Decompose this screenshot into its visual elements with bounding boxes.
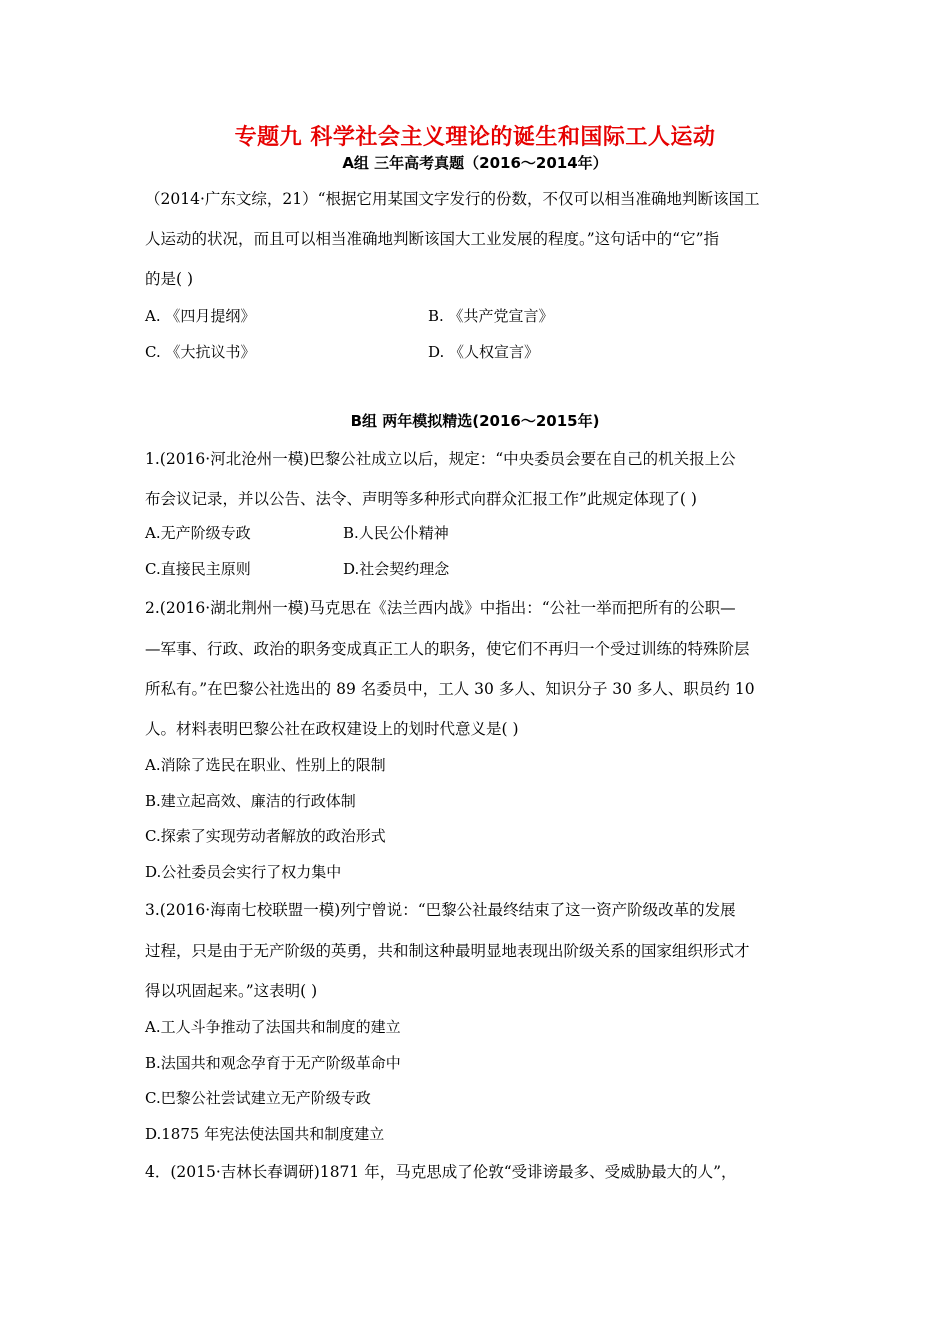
- option-c: C.巴黎公社尝试建立无产阶级专政: [145, 1089, 371, 1107]
- question-line: 得以巩固起来。”这表明( ): [145, 982, 318, 1000]
- question-line: 2.(2016·湖北荆州一模)马克思在《法兰西内战》中指出：“公社一举而把所有的公职—: [145, 599, 736, 617]
- option-c: C.直接民主原则: [145, 560, 251, 578]
- option-c: C.探索了实现劳动者解放的政治形式: [145, 827, 386, 845]
- option-b: B.人民公仆精神: [343, 524, 449, 542]
- section-a-heading: A组 三年高考真题（2016～2014年）: [342, 154, 608, 172]
- question-line: 人。材料表明巴黎公社在政权建设上的划时代意义是( ): [145, 720, 519, 738]
- question-line: 布会议记录，并以公告、法令、声明等多种形式向群众汇报工作”此规定体现了( ): [145, 490, 697, 508]
- option-b: B.建立起高效、廉洁的行政体制: [145, 792, 356, 810]
- question-line: 的是( ): [145, 270, 194, 288]
- document-title: 专题九 科学社会主义理论的诞生和国际工人运动: [234, 125, 716, 150]
- option-a: A. 《四月提纲》: [145, 307, 256, 325]
- question-line: 4．(2015·吉林长春调研)1871 年，马克思成了伦敦“受诽谤最多、受威胁最大的人”，: [145, 1163, 737, 1181]
- question-line: 3.(2016·海南七校联盟一模)列宁曾说：“巴黎公社最终结束了这一资产阶级改革的发展: [145, 901, 736, 919]
- option-d: D.1875 年宪法使法国共和制度建立: [145, 1125, 385, 1143]
- option-a: A.消除了选民在职业、性别上的限制: [145, 756, 386, 774]
- option-c: C. 《大抗议书》: [145, 343, 256, 361]
- section-b-heading: B组 两年模拟精选(2016～2015年): [350, 412, 600, 430]
- option-d: D. 《人权宣言》: [428, 343, 540, 361]
- option-a: A.工人斗争推动了法国共和制度的建立: [145, 1018, 401, 1036]
- option-a: A.无产阶级专政: [145, 524, 251, 542]
- option-d: D.公社委员会实行了权力集中: [145, 863, 342, 881]
- question-line: 1.(2016·河北沧州一模)巴黎公社成立以后，规定：“中央委员会要在自己的机关报上公: [145, 450, 736, 468]
- question-line: 人运动的状况，而且可以相当准确地判断该国大工业发展的程度。”这句话中的“它”指: [145, 230, 720, 248]
- question-line: （2014·广东文综，21）“根据它用某国文字发行的份数，不仅可以相当准确地判断该国工: [145, 190, 760, 208]
- option-b: B.法国共和观念孕育于无产阶级革命中: [145, 1054, 401, 1072]
- question-line: 所私有。”在巴黎公社选出的 89 名委员中，工人 30 多人、知识分子 30 多人、职员约 10: [145, 680, 755, 698]
- question-line: —军事、行政、政治的职务变成真正工人的职务，使它们不再归一个受过训练的特殊阶层: [145, 640, 750, 658]
- option-b: B. 《共产党宣言》: [428, 307, 554, 325]
- option-d: D.社会契约理念: [343, 560, 450, 578]
- question-line: 过程，只是由于无产阶级的英勇，共和制这种最明显地表现出阶级关系的国家组织形式才: [145, 942, 750, 960]
